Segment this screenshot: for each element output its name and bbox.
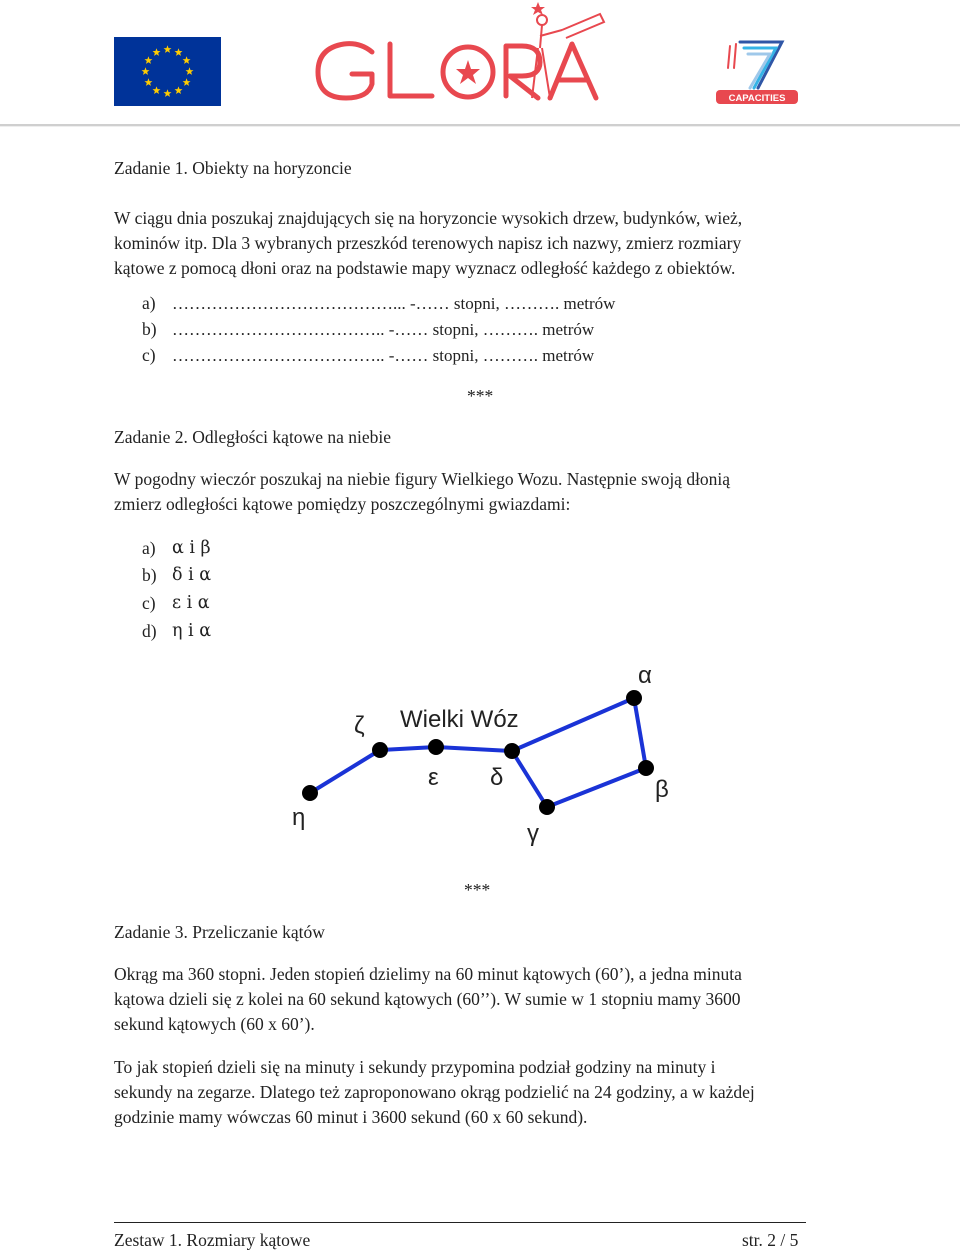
task1-para-line: W ciągu dnia poszukaj znajdujących się na horyzoncie wysokich drzew, budynków, wież,	[114, 208, 743, 228]
task3-para2-line: To jak stopień dzieli się na minuty i sekundy przypomina podział godziny na minuty i	[114, 1057, 716, 1077]
task3-title: Zadanie 3. Przeliczanie kątów	[114, 922, 325, 942]
constellation-line	[436, 747, 512, 751]
constellation-line	[512, 751, 547, 807]
capacities-label: CAPACITIES	[728, 93, 786, 104]
footer-rule	[114, 1222, 806, 1223]
task3-para1-line: sekund kątowych (60 x 60’).	[114, 1014, 315, 1034]
star-eta	[302, 785, 318, 801]
page-number: str. 2 / 5	[742, 1230, 799, 1250]
eu-flag-logo	[114, 37, 221, 106]
answer-line-c: ……………………………….. -…… stopni, ………. metrów	[172, 346, 595, 365]
star-pair: ε i α	[172, 593, 210, 613]
star-pair: δ i α	[172, 565, 212, 585]
constellation-line	[512, 698, 634, 751]
star-epsilon	[428, 739, 444, 755]
star-beta	[638, 760, 654, 776]
header-divider-shadow	[0, 126, 960, 127]
task3-para2-line: godzinie mamy wówczas 60 minut i 3600 sekund (60 x 60 sekund).	[114, 1107, 588, 1127]
task1-title: Zadanie 1. Obiekty na horyzoncie	[114, 158, 352, 178]
item-label: b)	[142, 565, 157, 585]
star-gamma	[539, 799, 555, 815]
task2-para-line: W pogodny wieczór poszukaj na niebie figury Wielkiego Wozu. Następnie swoją dłonią	[114, 469, 731, 489]
star-alpha	[626, 690, 642, 706]
item-label: d)	[142, 621, 157, 641]
constellation-line	[380, 747, 436, 750]
task2-para-line: zmierz odległości kątowe pomiędzy poszczególnymi gwiazdami:	[114, 494, 571, 514]
constellation-line	[634, 698, 646, 768]
task1-para-line: kominów itp. Dla 3 wybranych przeszkód terenowych napisz ich nazwy, zmierz rozmiary	[114, 233, 742, 253]
star-label-gamma: γ	[527, 820, 539, 847]
header-logos	[0, 0, 960, 125]
star-pair: α i β	[172, 538, 211, 558]
task3-para1-line: Okrąg ma 360 stopni. Jeden stopień dzielimy na 60 minut kątowych (60’), a jedna minuta	[114, 964, 742, 984]
section-separator: ***	[464, 880, 491, 900]
fp7-capacities-logo	[712, 38, 802, 106]
answer-label: c)	[142, 345, 156, 365]
task3-para1-line: kątowa dzieli się z kolei na 60 sekund kątowych (60’’). W sumie w 1 stopniu mamy 3600	[114, 989, 741, 1009]
answer-label: a)	[142, 293, 156, 313]
star-label-epsilon: ε	[428, 764, 439, 791]
answer-line-b: ……………………………….. -…… stopni, ………. metrów	[172, 320, 595, 339]
footer-title: Zestaw 1. Rozmiary kątowe	[114, 1230, 311, 1250]
star-delta	[504, 743, 520, 759]
task2-title: Zadanie 2. Odległości kątowe na niebie	[114, 427, 391, 447]
constellation-line	[547, 768, 646, 807]
item-label: a)	[142, 538, 156, 558]
star-label-alpha: α	[638, 662, 652, 689]
big-dipper-diagram	[270, 655, 710, 855]
star-label-beta: β	[655, 776, 669, 803]
star-label-eta: η	[292, 804, 306, 831]
answer-line-a: …………………………………... -…… stopni, ………. metrów	[172, 294, 616, 313]
star-pair: η i α	[172, 621, 212, 641]
section-separator: ***	[467, 386, 494, 406]
task1-para-line: kątowe z pomocą dłoni oraz na podstawie mapy wyznacz odległość każdego z obiektów.	[114, 258, 736, 278]
diagram-title: Wielki Wóz	[400, 706, 519, 733]
task3-para2-line: sekundy na zegarze. Dlatego też zaproponowano okrąg podzielić na 24 godziny, a w każdej	[114, 1082, 755, 1102]
answer-label: b)	[142, 319, 157, 339]
item-label: c)	[142, 593, 156, 613]
constellation-line	[310, 750, 380, 793]
star-label-zeta: ζ	[354, 712, 365, 739]
star-zeta	[372, 742, 388, 758]
star-label-delta: δ	[490, 764, 504, 791]
gloria-logo	[310, 0, 610, 105]
